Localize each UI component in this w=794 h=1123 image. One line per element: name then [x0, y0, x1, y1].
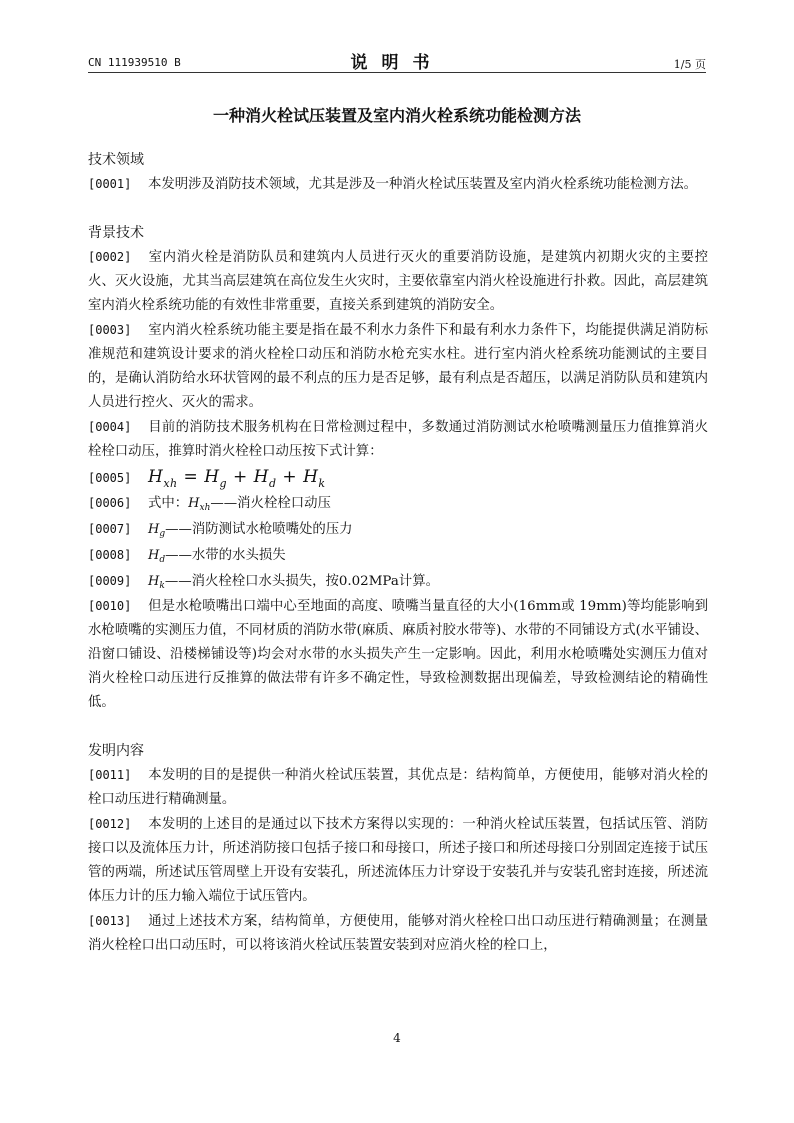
paragraph-0009: [88, 568, 708, 594]
prefix: 式中：: [148, 496, 189, 511]
variable-symbol: $H_g$: [148, 522, 166, 539]
variable-description: ——消火栓栓口动压: [210, 496, 331, 511]
paragraph-number: [0001]: [88, 177, 132, 191]
paragraph-number: [0011]: [88, 768, 132, 782]
paragraph-0008: [88, 542, 708, 568]
document-title: 一种消火栓试压装置及室内消火栓系统功能检测方法: [212, 106, 581, 125]
spacer: [88, 197, 708, 221]
variable-symbol: $H_k$: [148, 574, 165, 591]
paragraph-text: 通过上述技术方案，结构简单，方便使用，能够对消火栓栓口出口动压进行精确测量；在测量消火栓栓口出口动压时，可以将该消火栓试压装置安装到对应消火栓的栓口上，: [88, 914, 708, 953]
paragraph-text: 本发明涉及消防技术领域，尤其是涉及一种消火栓试压装置及室内消火栓系统功能检测方法。: [148, 177, 698, 192]
paragraph-number: [0010]: [88, 599, 132, 613]
paragraph-number: [0005]: [88, 471, 132, 485]
paragraph-number: [0006]: [88, 496, 132, 510]
paragraph-text: 目前的消防技术服务机构在日常检测过程中，多数通过消防测试水枪喷嘴测量压力值推算消火栓栓口动压，推算时消火栓栓口动压按下式计算：: [88, 420, 708, 459]
header-rule: [88, 72, 706, 73]
paragraph-0006: [88, 490, 708, 516]
paragraph-text: 本发明的上述目的是通过以下技术方案得以实现的：一种消火栓试压装置，包括试压管、消防接口以及流体压力计，所述消防接口包括子接口和母接口，所述子接口和所述母接口分别固定连接于试压管的两端，所述试压管周壁上开设有安装孔，所述流体压力计穿设于安装孔并与安装孔密封连接，所述流体压力计的压力输入端位于试压管内。: [88, 817, 708, 904]
page-number: 4: [393, 1031, 401, 1045]
variable-description: ——消防测试水枪喷嘴处的压力: [165, 522, 353, 537]
document-body: [88, 148, 708, 958]
paragraph-0001: [88, 172, 708, 197]
variable-symbol: $H_{xh}$: [188, 496, 211, 513]
paragraph-text: 本发明的目的是提供一种消火栓试压装置，其优点是：结构简单，方便使用，能够对消火栓的栓口动压进行精确测量。: [88, 768, 708, 807]
paragraph-0010: [88, 594, 708, 715]
paragraph-0011: [88, 763, 708, 812]
variable-symbol: $H_d$: [148, 548, 166, 565]
paragraph-0012: [88, 812, 708, 909]
paragraph-number: [0012]: [88, 817, 132, 831]
paragraph-0004: [88, 415, 708, 464]
paragraph-number: [0003]: [88, 323, 132, 337]
paragraph-text: 室内消火栓系统功能主要是指在最不利水力条件下和最有利水力条件下，均能提供满足消防标准规范和建筑设计要求的消火栓栓口动压和消防水枪充实水柱。进行室内消火栓系统功能测试的主要目的，是确认消防给水环状管网的最不利点的压力是否足够，最有利点是否超压，以满足消防队员和建筑内人员进行控火、灭火的需求。: [88, 323, 708, 410]
section-heading-background: 背景技术: [88, 225, 144, 241]
paragraph-number: [0004]: [88, 420, 132, 434]
paragraph-text: 室内消火栓是消防队员和建筑内人员进行灭火的重要消防设施，是建筑内初期火灾的主要控火、灭火设施，尤其当高层建筑在高位发生火灾时，主要依靠室内消火栓设施进行扑救。因此，高层建筑室内消火栓系统功能的有效性非常重要，直接关系到建筑的消防安全。: [88, 250, 708, 313]
variable-description: ——水带的水头损失: [165, 548, 286, 563]
document-type: 说明书: [350, 53, 444, 73]
page-indicator: 1/5 页: [673, 58, 706, 71]
page-header: [88, 42, 706, 73]
paragraph-number: [0013]: [88, 914, 132, 928]
variable-description: ——消火栓栓口水头损失，按0.02MPa计算。: [164, 574, 439, 589]
paragraph-number: [0007]: [88, 522, 132, 536]
spacer: [88, 715, 708, 739]
paragraph-0003: [88, 318, 708, 415]
patent-number: CN 111939510 B: [88, 56, 181, 69]
paragraph-number: [0008]: [88, 548, 132, 562]
paragraph-text: 但是水枪喷嘴出口端中心至地面的高度、喷嘴当量直径的大小(16mm或 19mm)等均能影响到水枪喷嘴的实测压力值，不同材质的消防水带(麻质、麻质衬胶水带等)、水带的不同铺设方式(水平铺设、沿窗口铺设、沿楼梯铺设等)均会对水带的水头损失产生一定影响。因此，利用水枪喷嘴处实测压力值对消火栓栓口动压进行反推算的做法带有许多不确定性，导致检测数据出现偏差，导致检测结论的精确性低。: [88, 599, 708, 710]
paragraph-0002: [88, 245, 708, 318]
paragraph-0007: [88, 516, 708, 542]
formula: $H_{xh} = H_g + H_d + H_k$: [148, 467, 326, 490]
paragraph-number: [0009]: [88, 574, 132, 588]
paragraph-number: [0002]: [88, 250, 132, 264]
section-heading-tech-field: 技术领域: [88, 152, 144, 168]
section-heading-invention: 发明内容: [88, 743, 144, 759]
paragraph-0005: [88, 464, 708, 490]
paragraph-0013: [88, 909, 708, 958]
